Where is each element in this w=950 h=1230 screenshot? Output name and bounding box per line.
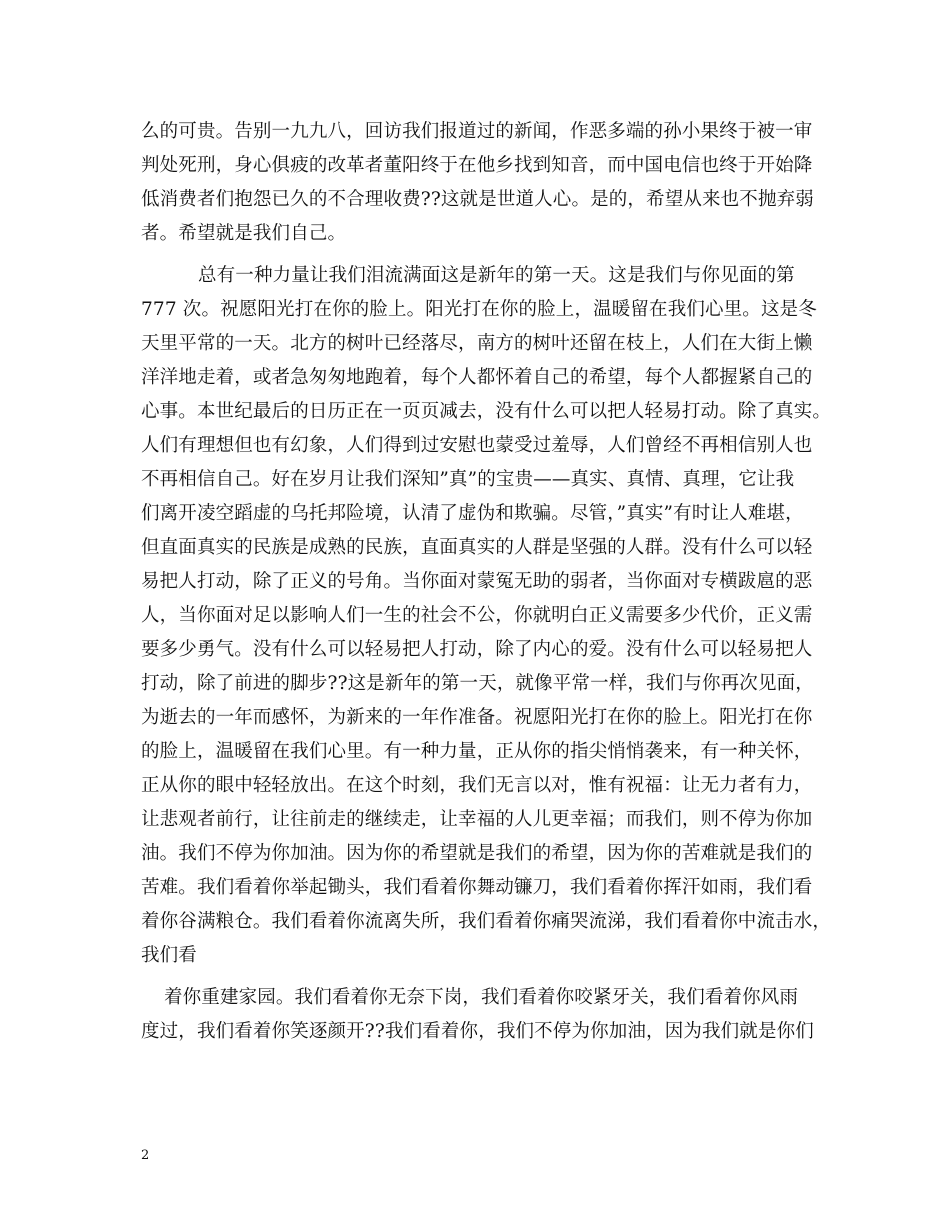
text-line: 为逝去的一年而感怀，为新来的一年作准备。祝愿阳光打在你的脸上。阳光打在你 [141, 707, 813, 728]
text-line: 们离开凌空蹈虚的乌托邦险境，认清了虚伪和欺骗。尽管，”真实”有时让人难堪， [141, 503, 804, 524]
text-line: 么的可贵。告别一九九八，回访我们报道过的新闻，作恶多端的孙小果终于被一审 [141, 121, 813, 142]
text-line: 洋洋地走着，或者急匆匆地跑着，每个人都怀着自己的希望，每个人都握紧自己的 [141, 367, 813, 388]
text-line: 易把人打动，除了正义的号角。当你面对蒙冤无助的弱者，当你面对专横跋扈的恶 [141, 571, 813, 592]
text-line: 心事。本世纪最后的日历正在一页页减去，没有什么可以把人轻易打动。除了真实。 [141, 401, 832, 422]
text-line: 要多少勇气。没有什么可以轻易把人打动，除了内心的爱。没有什么可以轻易把人 [141, 639, 813, 660]
text-line: 天里平常的一天。北方的树叶已经落尽，南方的树叶还留在枝上，人们在大街上懒 [141, 333, 813, 354]
text-line: 我们看 [141, 945, 197, 966]
text-line: 低消费者们抱怨已久的不合理收费??这就是世道人心。是的，希望从来也不抛弃弱 [141, 189, 814, 210]
text-line: 777 次。祝愿阳光打在你的脸上。阳光打在你的脸上，温暖留在我们心里。这是冬 [141, 299, 817, 320]
text-line: 让悲观者前行，让往前走的继续走，让幸福的人儿更幸福；而我们，则不停为你加 [141, 809, 813, 830]
page-number: 2 [141, 1148, 150, 1163]
text-line: 者。希望就是我们自己。 [141, 223, 347, 244]
text-line: 但直面真实的民族是成熟的民族，直面真实的人群是坚强的人群。没有什么可以轻 [141, 537, 813, 558]
text-line: 正从你的眼中轻轻放出。在这个时刻，我们无言以对，惟有祝福：让无力者有力， [141, 775, 813, 796]
text-line: 判处死刑，身心俱疲的改革者董阳终于在他乡找到知音，而中国电信也终于开始降 [141, 155, 813, 176]
text-line: 着你谷满粮仓。我们看着你流离失所，我们看着你痛哭流涕，我们看着你中流击水， [141, 911, 832, 932]
text-line: 打动，除了前进的脚步??这是新年的第一天，就像平常一样，我们与你再次见面， [141, 673, 814, 694]
text-line: 油。我们不停为你加油。因为你的希望就是我们的希望，因为你的苦难就是我们的 [141, 843, 813, 864]
text-line: 不再相信自己。好在岁月让我们深知”真”的宝贵——真实、真情、真理，它让我 [141, 469, 795, 490]
text-line: 的脸上，温暖留在我们心里。有一种力量，正从你的指尖悄悄袭来，有一种关怀， [141, 741, 813, 762]
text-line: 着你重建家园。我们看着你无奈下岗，我们看着你咬紧牙关，我们看着你风雨 [164, 987, 799, 1008]
text-line: 人们有理想但也有幻象，人们得到过安慰也蒙受过羞辱，人们曾经不再相信别人也 [141, 435, 813, 456]
text-line: 苦难。我们看着你举起锄头，我们看着你舞动镰刀，我们看着你挥汗如雨，我们看 [141, 877, 813, 898]
text-line: 度过，我们看着你笑逐颜开??我们看着你，我们不停为你加油，因为我们就是你们 [141, 1021, 814, 1042]
text-line: 人，当你面对足以影响人们一生的社会不公，你就明白正义需要多少代价，正义需 [141, 605, 813, 626]
text-line: 总有一种力量让我们泪流满面这是新年的第一天。这是我们与你见面的第 [198, 265, 795, 286]
